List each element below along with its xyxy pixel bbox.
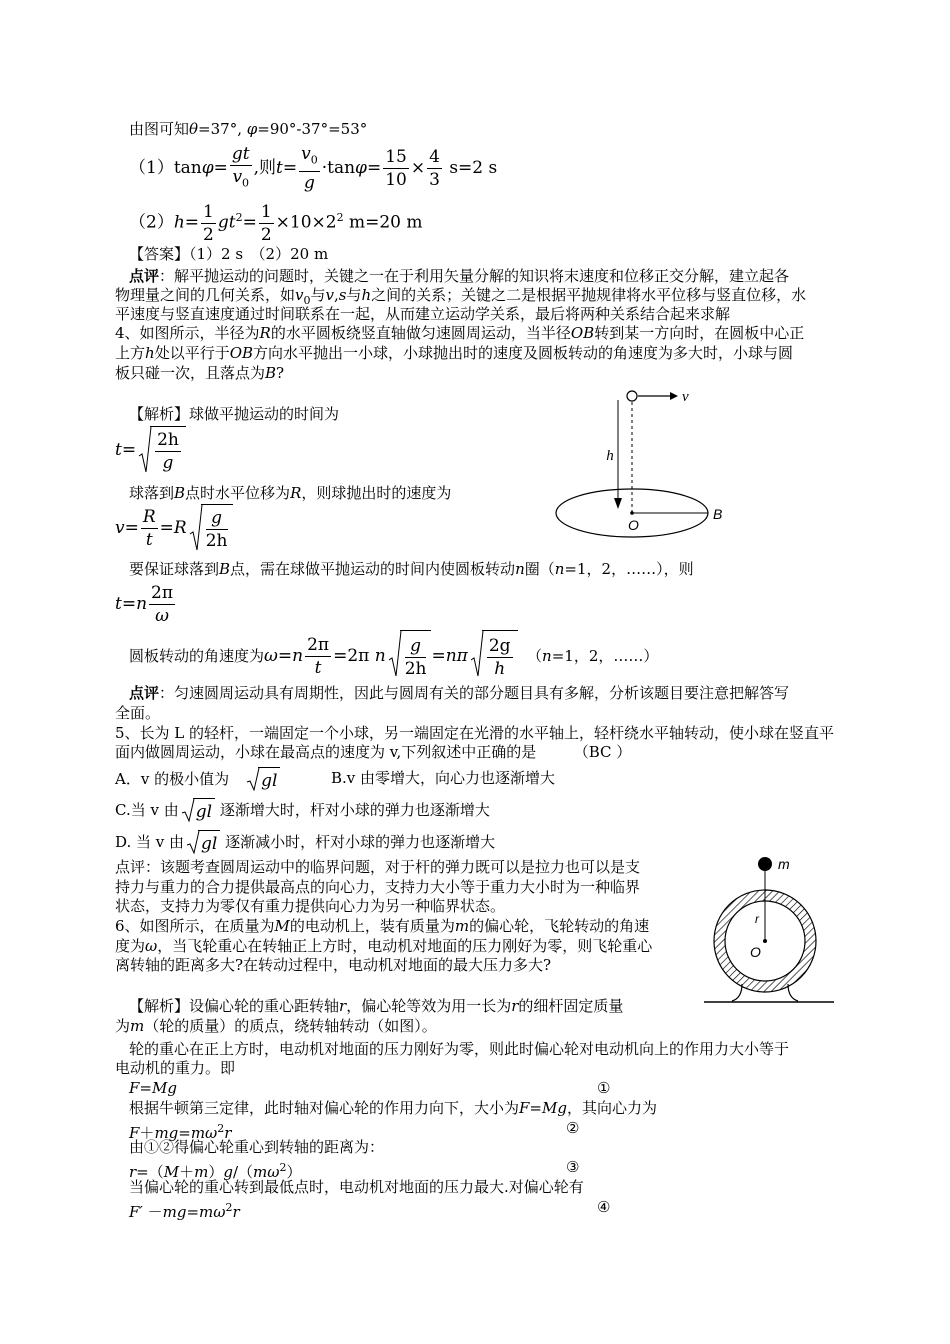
text: v (295, 286, 304, 304)
eq-number: ② (566, 1119, 580, 1137)
text: D. 当 v 由 (115, 833, 185, 851)
text: v (232, 167, 243, 187)
text: 为 (115, 1017, 131, 1035)
text: g (162, 453, 174, 473)
label-h: h (606, 448, 614, 464)
text-line (115, 324, 804, 343)
text: 设偏心轮的重心距转轴 (189, 997, 340, 1015)
label-O: O (628, 517, 639, 533)
text: = (213, 158, 228, 179)
text: R (142, 507, 156, 527)
label-B: B (713, 506, 723, 522)
text-line (129, 405, 339, 424)
text: = (282, 158, 298, 179)
text: r (224, 1124, 232, 1142)
text: F (129, 1124, 140, 1142)
text-line: 状态，支持力为零仅有重力提供向心力为另一种临界状态。 (115, 897, 506, 915)
text-line (115, 364, 284, 383)
text: n (292, 646, 304, 666)
text: t (314, 658, 322, 678)
ball (627, 391, 637, 401)
text: = (431, 646, 446, 666)
text-line: 平速度与竖直速度通过时间联系在一起，从而建立运动学关系，最后将两种关系结合起来求解 (115, 305, 731, 323)
text: 2π (307, 635, 330, 655)
sqrt (138, 426, 186, 475)
text: 2 (235, 211, 243, 224)
text: 由图可知 (129, 120, 190, 138)
text: 逐渐减小时，杆对小球的弹力也逐渐增大 (225, 833, 496, 851)
text: （轮的质量）的质点，绕转轴转动（如图）。 (144, 1017, 437, 1035)
text: 的细杆固定质量 (518, 997, 624, 1015)
text: 6、如图所示，在质量为 (115, 917, 275, 935)
option-a (115, 766, 280, 794)
text: h (145, 344, 155, 362)
text: =90°-37°=53° (257, 120, 368, 138)
fraction (201, 201, 216, 246)
text: ×10×2 (275, 212, 337, 233)
text: 与 (310, 286, 326, 304)
text: =（ (136, 1163, 164, 1181)
text: g (410, 636, 422, 656)
text: v (325, 286, 334, 304)
text: mg=mω (154, 1124, 218, 1142)
formula-line (115, 504, 233, 553)
sqrt (470, 630, 518, 683)
text-line: 5、长为 L 的轻杆，一端固定一个小球，另一端固定在光滑的水平轴上，轻杆绕水平轴转动，使小球在竖直平 (115, 724, 835, 742)
text: mω (253, 1163, 280, 1181)
text: φ (201, 158, 214, 179)
formula-line (115, 580, 177, 628)
option-d (115, 829, 495, 857)
text-line (129, 684, 789, 703)
text: mg=mω (162, 1203, 226, 1221)
text: 2 (225, 1201, 233, 1214)
text: h (361, 286, 372, 304)
text: 方向水平抛出一小球，小球抛出时的速度及圆板转动的角速度为多大时，小球与圆 (253, 344, 794, 362)
text-line (129, 560, 694, 579)
text: s (338, 286, 347, 304)
formula-line (129, 196, 423, 246)
label-v: v (682, 389, 689, 405)
option-c (115, 797, 490, 825)
text: gt (231, 144, 250, 164)
text: 之间的关系；关键之二是根据平抛规律将水平位移与竖直位移，水 (371, 286, 807, 304)
text: ,则 (253, 158, 277, 179)
text: 板只碰一次，且落点为 (115, 364, 266, 382)
text: = (121, 594, 137, 614)
text: φ (355, 158, 367, 179)
text: 点时水平位移为 (185, 484, 291, 502)
text: = (124, 518, 139, 538)
text: ? (276, 364, 285, 382)
sqrt (186, 830, 220, 857)
fraction (230, 143, 252, 194)
text: , (334, 286, 339, 304)
text: （ (534, 647, 543, 665)
text: φ (246, 120, 258, 138)
center-dot (630, 511, 634, 515)
text: t (276, 158, 283, 179)
text: 与 (346, 286, 362, 304)
text: （2） (129, 212, 174, 233)
text: 点评 (129, 684, 160, 702)
fraction (259, 201, 274, 246)
text: ，则球抛出时的速度为 (301, 484, 452, 502)
text: 球做平抛运动的时间为 (189, 405, 340, 423)
text: 1 (203, 201, 214, 222)
text-line: 电动机的重力。即 (115, 1059, 236, 1077)
text: F′ (129, 1203, 143, 1221)
option-b: B.v 由零增大，向心力也逐渐增大 (331, 769, 556, 787)
text: R (290, 484, 302, 502)
text: M (163, 1163, 180, 1181)
text: 0 (242, 176, 250, 190)
text: 的水平圆板绕竖直轴做匀速圆周运动，当半径 (270, 324, 571, 342)
text: r (129, 1163, 137, 1181)
text: 2 (336, 211, 344, 224)
text-line: 离转轴的距离多大?在转动过程中，电动机对地面的最大压力多大? (115, 956, 552, 974)
text-line: 面内做圆周运动，小球在最高点的速度为 v,下列叙述中正确的是 （BC ） (115, 743, 632, 761)
text-line (129, 120, 367, 139)
text: s=2 s (449, 158, 498, 179)
text: ） (208, 1163, 224, 1181)
text: ·tan (321, 158, 356, 179)
text: = (242, 212, 257, 233)
text: t (115, 440, 122, 460)
text: gl (201, 833, 218, 854)
text-line: 当偏心轮的重心转到最低点时，电动机对地面的压力最大.对偏心轮有 (129, 1178, 584, 1196)
text: A．v 的极小值为 (115, 770, 230, 788)
text: g (211, 508, 223, 528)
text-line: 持力与重力的合力提供最高点的向心力，支持力大小等于重力大小时为一种临界 (115, 878, 641, 896)
disc-figure (552, 388, 752, 538)
text: 【解析】 (129, 997, 190, 1015)
sqrt (189, 504, 233, 553)
sqrt (246, 767, 280, 794)
text: gl (261, 770, 278, 791)
text: F=Mg (519, 1099, 567, 1117)
text: 2 (279, 1161, 287, 1174)
text: 2g (488, 636, 511, 656)
text-line (129, 997, 623, 1016)
text: ） (286, 1163, 302, 1181)
text: ，当飞轮重心在转轴正上方时，电动机对地面的压力刚好为零，则飞轮重心 (157, 937, 653, 955)
text: 3 (429, 170, 440, 191)
text: n (374, 646, 386, 666)
text: /（ (232, 1163, 254, 1181)
axis-dot (763, 939, 767, 943)
text: 1 (260, 201, 272, 222)
text: （1）tan (129, 158, 202, 179)
text: = (184, 212, 200, 233)
fraction (427, 146, 442, 191)
text-line: 全面。 (115, 704, 161, 722)
text: t (145, 530, 153, 550)
text: m=20 m (349, 212, 423, 233)
text: 2h (404, 659, 427, 679)
text: g (223, 1163, 233, 1181)
text: OB (570, 324, 595, 342)
text: ：解平抛运动的问题时，关键之一在于利用矢量分解的知识将末速度和位移正交分解，建立起各 (159, 267, 790, 285)
text: = (121, 440, 137, 460)
label-m: m (778, 856, 790, 872)
sqrt (388, 630, 432, 683)
text-line (115, 937, 652, 956)
text: n (554, 560, 565, 578)
text: t (115, 594, 122, 614)
text: × (410, 158, 426, 179)
text-line (115, 1017, 437, 1036)
text: － (147, 1203, 163, 1221)
fraction (299, 143, 320, 194)
text: ，偏心轮等效为用一长为 (346, 997, 512, 1015)
text: 点，需在球做平抛运动的时间内使圆板转动 (230, 560, 516, 578)
text: v (115, 518, 125, 538)
text: 4 (429, 147, 440, 168)
text: h (173, 212, 185, 233)
text-line (129, 1099, 657, 1118)
text: 2 (260, 224, 272, 245)
formula-line (115, 426, 186, 475)
text: 2 (217, 1122, 225, 1135)
text: 上方 (115, 344, 146, 362)
text: = (366, 158, 382, 179)
text: ，其向心力为 (566, 1099, 657, 1117)
text: 4、如图所示，半径为 (115, 324, 260, 342)
text: r (511, 997, 519, 1015)
text: 转到某一方向时，在圆板中心正 (594, 324, 805, 342)
text: 2 (203, 224, 214, 245)
text: 点评 (129, 267, 160, 285)
text: 处以平行于 (154, 344, 230, 362)
sqrt (181, 798, 215, 825)
text-line: 点评：该题考查圆周运动中的临界问题，对于杆的弹力既可以是拉力也可以是支 (115, 858, 641, 876)
text: =1，2，……），则 (564, 560, 694, 578)
text: 2h (205, 531, 228, 551)
text: R (173, 518, 187, 538)
text: 0 (310, 153, 318, 167)
text: 物理量之间的几何关系，如 (115, 286, 296, 304)
equation-4 (129, 1198, 240, 1222)
text: m (454, 917, 470, 935)
velocity-arrowhead (670, 392, 678, 400)
label-O: O (750, 944, 761, 960)
text: 逐渐增大时，杆对小球的弹力也逐渐增大 (219, 801, 490, 819)
equation-1: F=Mg (129, 1079, 177, 1097)
text: h (494, 659, 506, 679)
text: ω (145, 937, 158, 955)
text: ω (264, 646, 278, 666)
text: 0 (303, 294, 311, 307)
text: ＋ (179, 1163, 195, 1181)
text: gt (217, 212, 236, 233)
text: C.当 v 由 (115, 801, 179, 819)
eq-number: ③ (566, 1158, 580, 1176)
text: 的偏心轮，飞轮转动的角速 (469, 917, 650, 935)
text: 圆板转动的角速度为 (129, 647, 265, 665)
eq-number: ① (597, 1079, 611, 1097)
text: r (339, 997, 347, 1015)
text: r (232, 1203, 240, 1221)
text-line (129, 484, 451, 503)
text: g (303, 173, 315, 194)
answer-line: 【答案】（1）2 s （2）20 m (129, 245, 329, 263)
text: ＋ (139, 1124, 155, 1142)
text: R (259, 324, 271, 342)
text-line: 由①②得偏心轮重心到转轴的距离为： (129, 1138, 385, 1156)
text: n (515, 560, 525, 578)
text: n (542, 647, 552, 665)
text: = (277, 646, 293, 666)
text: 2π (151, 583, 174, 603)
text: 10 (385, 170, 407, 191)
mass-ball (758, 857, 772, 871)
text: θ (189, 120, 199, 138)
text: ：匀速圆周运动具有周期性，因此与圆周有关的部分题目具有多解，分析该题目要注意把解答写 (159, 684, 790, 702)
h-arrowhead (614, 498, 622, 509)
eq-number: ④ (597, 1198, 611, 1216)
text: 的电动机上，装有质量为 (289, 917, 455, 935)
text-line (129, 267, 789, 286)
text: 【解析】 (129, 405, 190, 423)
text: 度为 (115, 937, 146, 955)
text: v (301, 144, 311, 164)
text: = (159, 518, 174, 538)
formula-line (129, 143, 497, 194)
text: 球落到 (129, 484, 175, 502)
text: =1，2，……） (551, 647, 659, 665)
text: B (265, 364, 277, 382)
text: =37°, (198, 120, 242, 138)
text: 圈（ (524, 560, 555, 578)
text: M (274, 917, 290, 935)
fraction (383, 146, 409, 191)
text: n (136, 594, 148, 614)
text: =2π (333, 646, 370, 666)
text: m (130, 1017, 145, 1035)
text: B (174, 484, 186, 502)
eccentric-wheel-figure (702, 848, 836, 1008)
text: m (194, 1163, 209, 1181)
text: B (219, 560, 231, 578)
text: nπ (445, 646, 468, 666)
text: gl (195, 801, 213, 822)
text: 15 (385, 147, 407, 168)
text: ω (155, 606, 169, 626)
text-line: 轮的重心在正上方时，电动机对地面的压力刚好为零，则此时偏心轮对电动机向上的作用力大小等于 (129, 1040, 790, 1058)
text-line (115, 344, 793, 363)
formula-line (129, 630, 658, 683)
text: OB (229, 344, 254, 362)
text: 2h (157, 430, 179, 450)
text-line (115, 917, 649, 936)
label-r: r (755, 912, 759, 926)
text: 根据牛顿第三定律，此时轴对偏心轮的作用力向下，大小为 (129, 1099, 520, 1117)
text: 要保证球落到 (129, 560, 220, 578)
